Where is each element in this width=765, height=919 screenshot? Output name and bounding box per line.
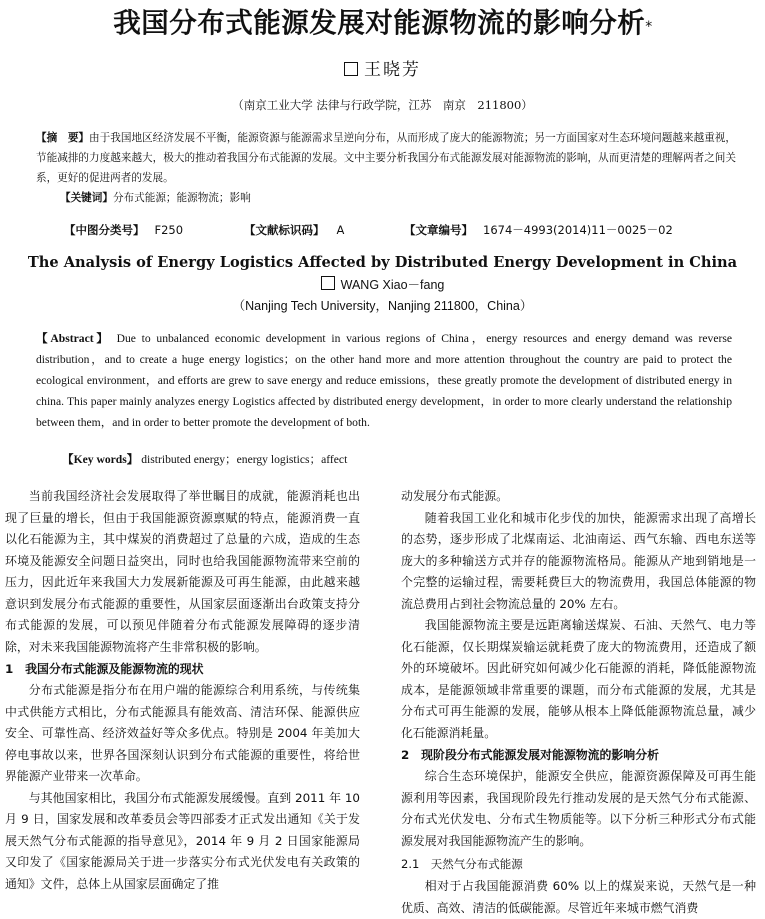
english-author-line xyxy=(0,275,765,295)
body-column-left xyxy=(5,486,360,895)
keywords-label: 【关键词】 xyxy=(60,192,113,204)
abstract-text: 由于我国地区经济发展不平衡，能源资源与能源需求呈逆向分布，从而形成了庞大的能源物流；另一方面国家对生态环境问题越来越重视，节能减排的力度越来越大，极大的推动着我国分布式能源的发展。文中主要分析我国分布式能源发展对能源物流的影响，从而更清楚的理解两者之间关系，更好的促进两者的发展。 xyxy=(36,132,736,184)
english-abstract-text: Due to unbalanced economic development in various regions of China，energy resources and energy demand was reverse distribution，and to create a huge energy logistics；on the other hand more and more attention throughout the country are paid to protect the ecological environment，and efforts are grew to save energy and reduce emissions，these greatly promote the development of distributed energy in china. This paper mainly analyzes energy Logistics affected by distributed energy development，in order to more clearly understand the relationship between them，and in order to better promote the development of both. xyxy=(36,332,732,429)
english-author: WANG Xiao－fang xyxy=(340,278,445,292)
subsection-heading-2-1: 2.1 天然气分布式能源 xyxy=(401,857,523,871)
abstract-label: 【摘 要】 xyxy=(36,132,90,144)
body-paragraph: 我国能源物流主要是远距离输送煤炭、石油、天然气、电力等化石能源，仅长期煤炭输运就耗费了庞大的物流费用，还造成了额外的环境破坏。因此研究如何减少化石能源的消耗，降低能源物流成本，是能源领域非常重要的课题，而分布式能源的发展，尤其是分布式可再生能源的发展，能够从根本上降低能源物流总量，减少化石能源消耗量。 xyxy=(401,618,756,740)
section-heading-2: 2 现阶段分布式能源发展对能源物流的影响分析 xyxy=(401,748,659,762)
article-number xyxy=(404,220,673,240)
chinese-abstract xyxy=(36,128,736,188)
english-keywords xyxy=(62,450,742,470)
author-line xyxy=(0,58,765,82)
document-code xyxy=(244,220,344,240)
body-column-right xyxy=(401,486,756,919)
english-keywords-label: 【Key words】 xyxy=(62,453,139,466)
article-value: 1674－4993(2014)11－0025－02 xyxy=(483,223,673,237)
body-paragraph: 随着我国工业化和城市化步伐的加快，能源需求出现了高增长的态势，逐步形成了北煤南运、北油南运、西气东输、西电东送等庞大的多种输送方式并存的能源物流格局。能源从产地到销地是一个完整的运输过程，需要耗费巨大的物流费用，我国总体能源的物流总费用占到社会物流总量的 20% 左右。 xyxy=(401,510,756,611)
chinese-abstract-block xyxy=(36,128,736,208)
doc-value: A xyxy=(336,223,345,237)
clc-number xyxy=(64,220,183,240)
body-paragraph: 综合生态环境保护，能源安全供应，能源资源保障及可再生能源利用等因素，我国现阶段先行推动发展的是天然气分布式能源、分布式光伏发电、分布式生物质能等。以下分析三种形式分布式能源发展对我国能源物流产生的影响。 xyxy=(401,769,756,848)
english-abstract xyxy=(36,328,732,433)
chinese-keywords xyxy=(36,188,736,208)
body-paragraph-continued: 动发展分布式能源。 xyxy=(401,489,509,503)
author-box-icon xyxy=(344,62,358,76)
section-heading-1: 1 我国分布式能源及能源物流的现状 xyxy=(5,662,204,676)
doc-label: 【文献标识码】 xyxy=(244,223,325,237)
article-label: 【文章编号】 xyxy=(404,223,473,237)
author-affiliation: （南京工业大学 法律与行政学院，江苏 南京 211800） xyxy=(232,98,533,112)
body-paragraph: 相对于占我国能源消费 60% 以上的煤炭来说，天然气是一种优质、高效、清洁的低碳能源。尽管近年来城市燃气消费 xyxy=(401,879,756,915)
body-paragraph: 与其他国家相比，我国分布式能源发展缓慢。直到 2011 年 10 月 9 日，国家发展和改革委员会等四部委才正式发出通知《关于发展天然气分布式能源的指导意见》，2014 年 9 月 2 日国家能源局又印发了《国家能源局关于进一步落实分布式光伏发电有关政策的通知》文件，总体上从国家层面确定了推 xyxy=(5,790,360,891)
paper-title-text: 我国分布式能源发展对能源物流的影响分析 xyxy=(113,7,646,39)
clc-label: 【中图分类号】 xyxy=(64,223,145,237)
english-abstract-label: 【Abstract】 xyxy=(36,332,111,345)
english-author-box-icon xyxy=(321,276,335,290)
body-paragraph: 分布式能源是指分布在用户端的能源综合利用系统，与传统集中式供能方式相比，分布式能源具有能效高、清洁环保、能源供应安全、可靠性高、经济效益好等众多优点。特别是 2004 年美加大停电事故以来，世界各国深刻认识到分布式能源的重要性，将给世界能源产业带来一次革命。 xyxy=(5,683,360,783)
keywords-text: 分布式能源；能源物流；影响 xyxy=(112,192,251,204)
english-keywords-text: distributed energy；energy logistics；affect xyxy=(141,453,348,466)
clc-value: F250 xyxy=(154,223,184,237)
author-name: 王晓芳 xyxy=(364,60,421,80)
title-footnote-mark: * xyxy=(645,19,653,35)
body-paragraph: 当前我国经济社会发展取得了举世瞩目的成就，能源消耗也出现了巨量的增长，但由于我国能源资源禀赋的特点，能源消费一直以化石能源为主，其中煤炭的消费超过了总量的六成，造成的生态环境及能源安全问题日益突出，同时也给我国能源物流带来空前的压力，因此近年来我国大力发展新能源及可再生能源，由此越来越意识到发展分布式能源的重要性，从国家层面逐渐出台政策支持分布式能源的发展，可以预见伴随着分布式能源发展障碍的逐步清除，对未来我国能源物流将产生非常积极的影响。 xyxy=(5,489,360,654)
classification-row xyxy=(64,220,744,240)
english-title: The Analysis of Energy Logistics Affected by Distributed Energy Development in China xyxy=(27,254,738,271)
paper-title xyxy=(18,4,748,42)
english-affiliation: （Nanjing Tech University，Nanjing 211800，China） xyxy=(232,299,533,313)
